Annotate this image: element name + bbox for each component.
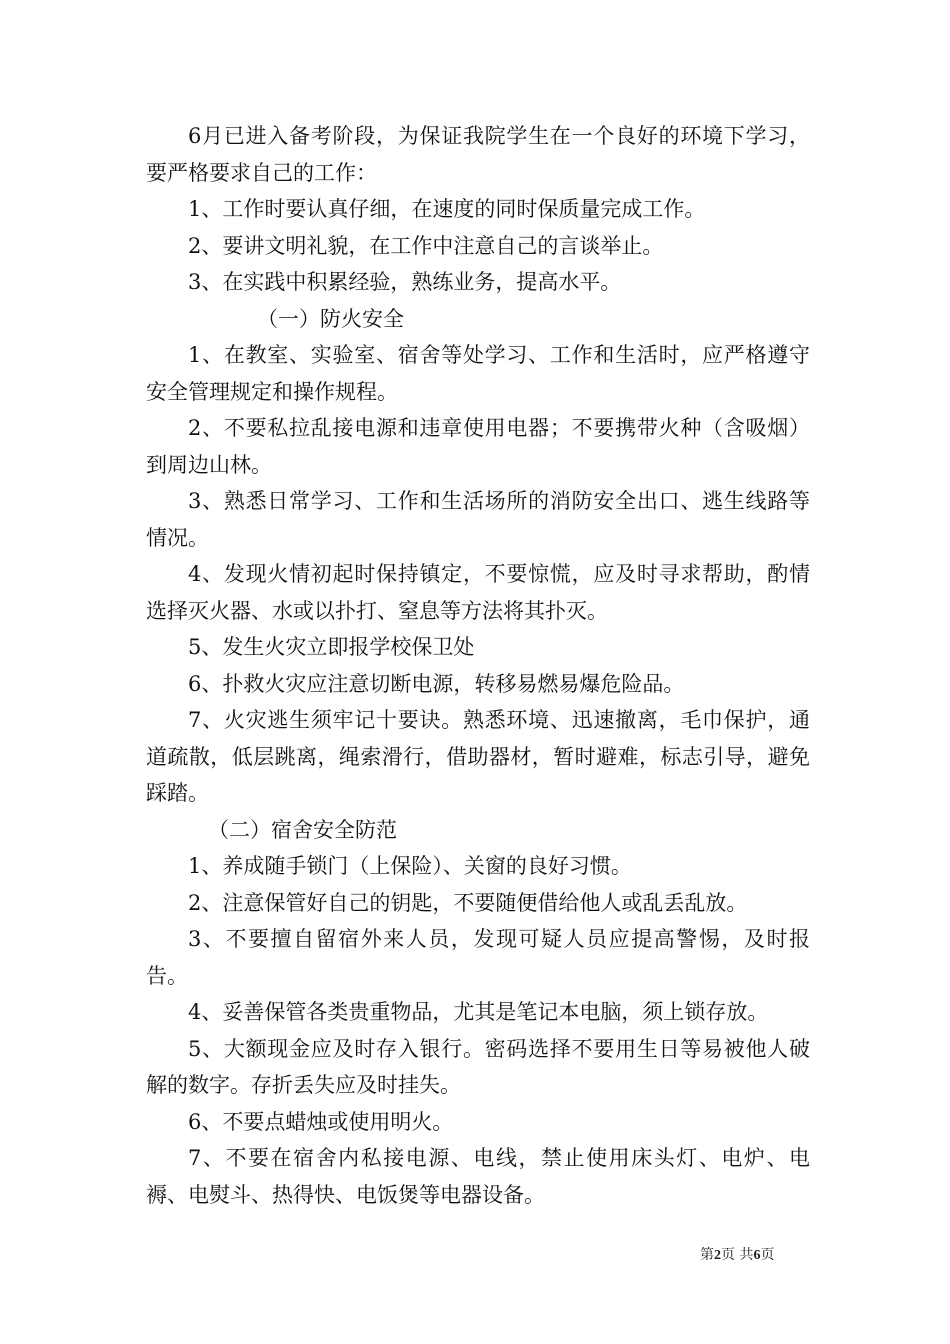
dorm-safety-item-7: 7、不要在宿舍内私接电源、电线，禁止使用床头灯、电炉、电褥、电熨斗、热得快、电饭煲等电器设备。 <box>146 1146 810 1207</box>
total-pages-number: 6 <box>753 1248 761 1263</box>
current-page-number: 2 <box>714 1248 721 1263</box>
fire-safety-item-6: 6、扑救火灾应注意切断电源，转移易燃易爆危险品。 <box>188 671 685 696</box>
page-footer <box>700 1244 820 1264</box>
page-number-middle: 页 共 <box>721 1247 754 1263</box>
fire-safety-item-1: 1、在教室、实验室、宿舍等处学习、工作和生活时，应严格遵守安全管理规定和操作规程。 <box>146 343 810 404</box>
section-heading-fire-safety: （一）防火安全 <box>257 306 404 331</box>
fire-safety-item-2: 2、不要私拉乱接电源和违章使用电器；不要携带火种（含吸烟）到周边山林。 <box>146 416 810 477</box>
intro-paragraph: 6月已进入备考阶段，为保证我院学生在一个良好的环境下学习，要严格要求自己的工作： <box>146 124 810 185</box>
dorm-safety-item-4: 4、妥善保管各类贵重物品，尤其是笔记本电脑，须上锁存放。 <box>188 1000 769 1024</box>
fire-safety-item-5: 5、发生火灾立即报学校保卫处 <box>188 635 475 659</box>
requirement-item-2: 2、要讲文明礼貌，在工作中注意自己的言谈举止。 <box>188 233 664 258</box>
dorm-safety-item-5: 5、大额现金应及时存入银行。密码选择不要用生日等易被他人破解的数字。存折丢失应及时挂失。 <box>146 1036 810 1097</box>
fire-safety-item-3: 3、熟悉日常学习、工作和生活场所的消防安全出口、逃生线路等情况。 <box>146 489 810 550</box>
section-heading-dorm-safety: （二）宿舍安全防范 <box>208 817 397 842</box>
fire-safety-item-4: 4、发现火情初起时保持镇定，不要惊慌，应及时寻求帮助，酌情选择灭火器、水或以扑打、窒息等方法将其扑灭。 <box>146 562 810 623</box>
dorm-safety-item-2: 2、注意保管好自己的钥匙，不要随便借给他人或乱丢乱放。 <box>188 890 748 915</box>
fire-safety-item-7: 7、火灾逃生须牢记十要诀。熟悉环境、迅速撤离，毛巾保护，通道疏散，低层跳离，绳索滑行，借助器材，暂时避难，标志引导，避免踩踏。 <box>146 708 810 805</box>
dorm-safety-item-1: 1、养成随手锁门（上保险）、关窗的良好习惯。 <box>188 854 632 878</box>
dorm-safety-item-6: 6、不要点蜡烛或使用明火。 <box>188 1109 454 1134</box>
requirement-item-1: 1、工作时要认真仔细，在速度的同时保质量完成工作。 <box>188 197 706 221</box>
page-number-suffix: 页 <box>760 1247 775 1263</box>
document-body <box>146 118 810 1213</box>
requirement-item-3: 3、在实践中积累经验，熟练业务，提高水平。 <box>188 270 622 294</box>
page-number-prefix: 第 <box>700 1247 714 1263</box>
dorm-safety-item-3: 3、不要擅自留宿外来人员，发现可疑人员应提高警惕，及时报告。 <box>146 927 810 988</box>
